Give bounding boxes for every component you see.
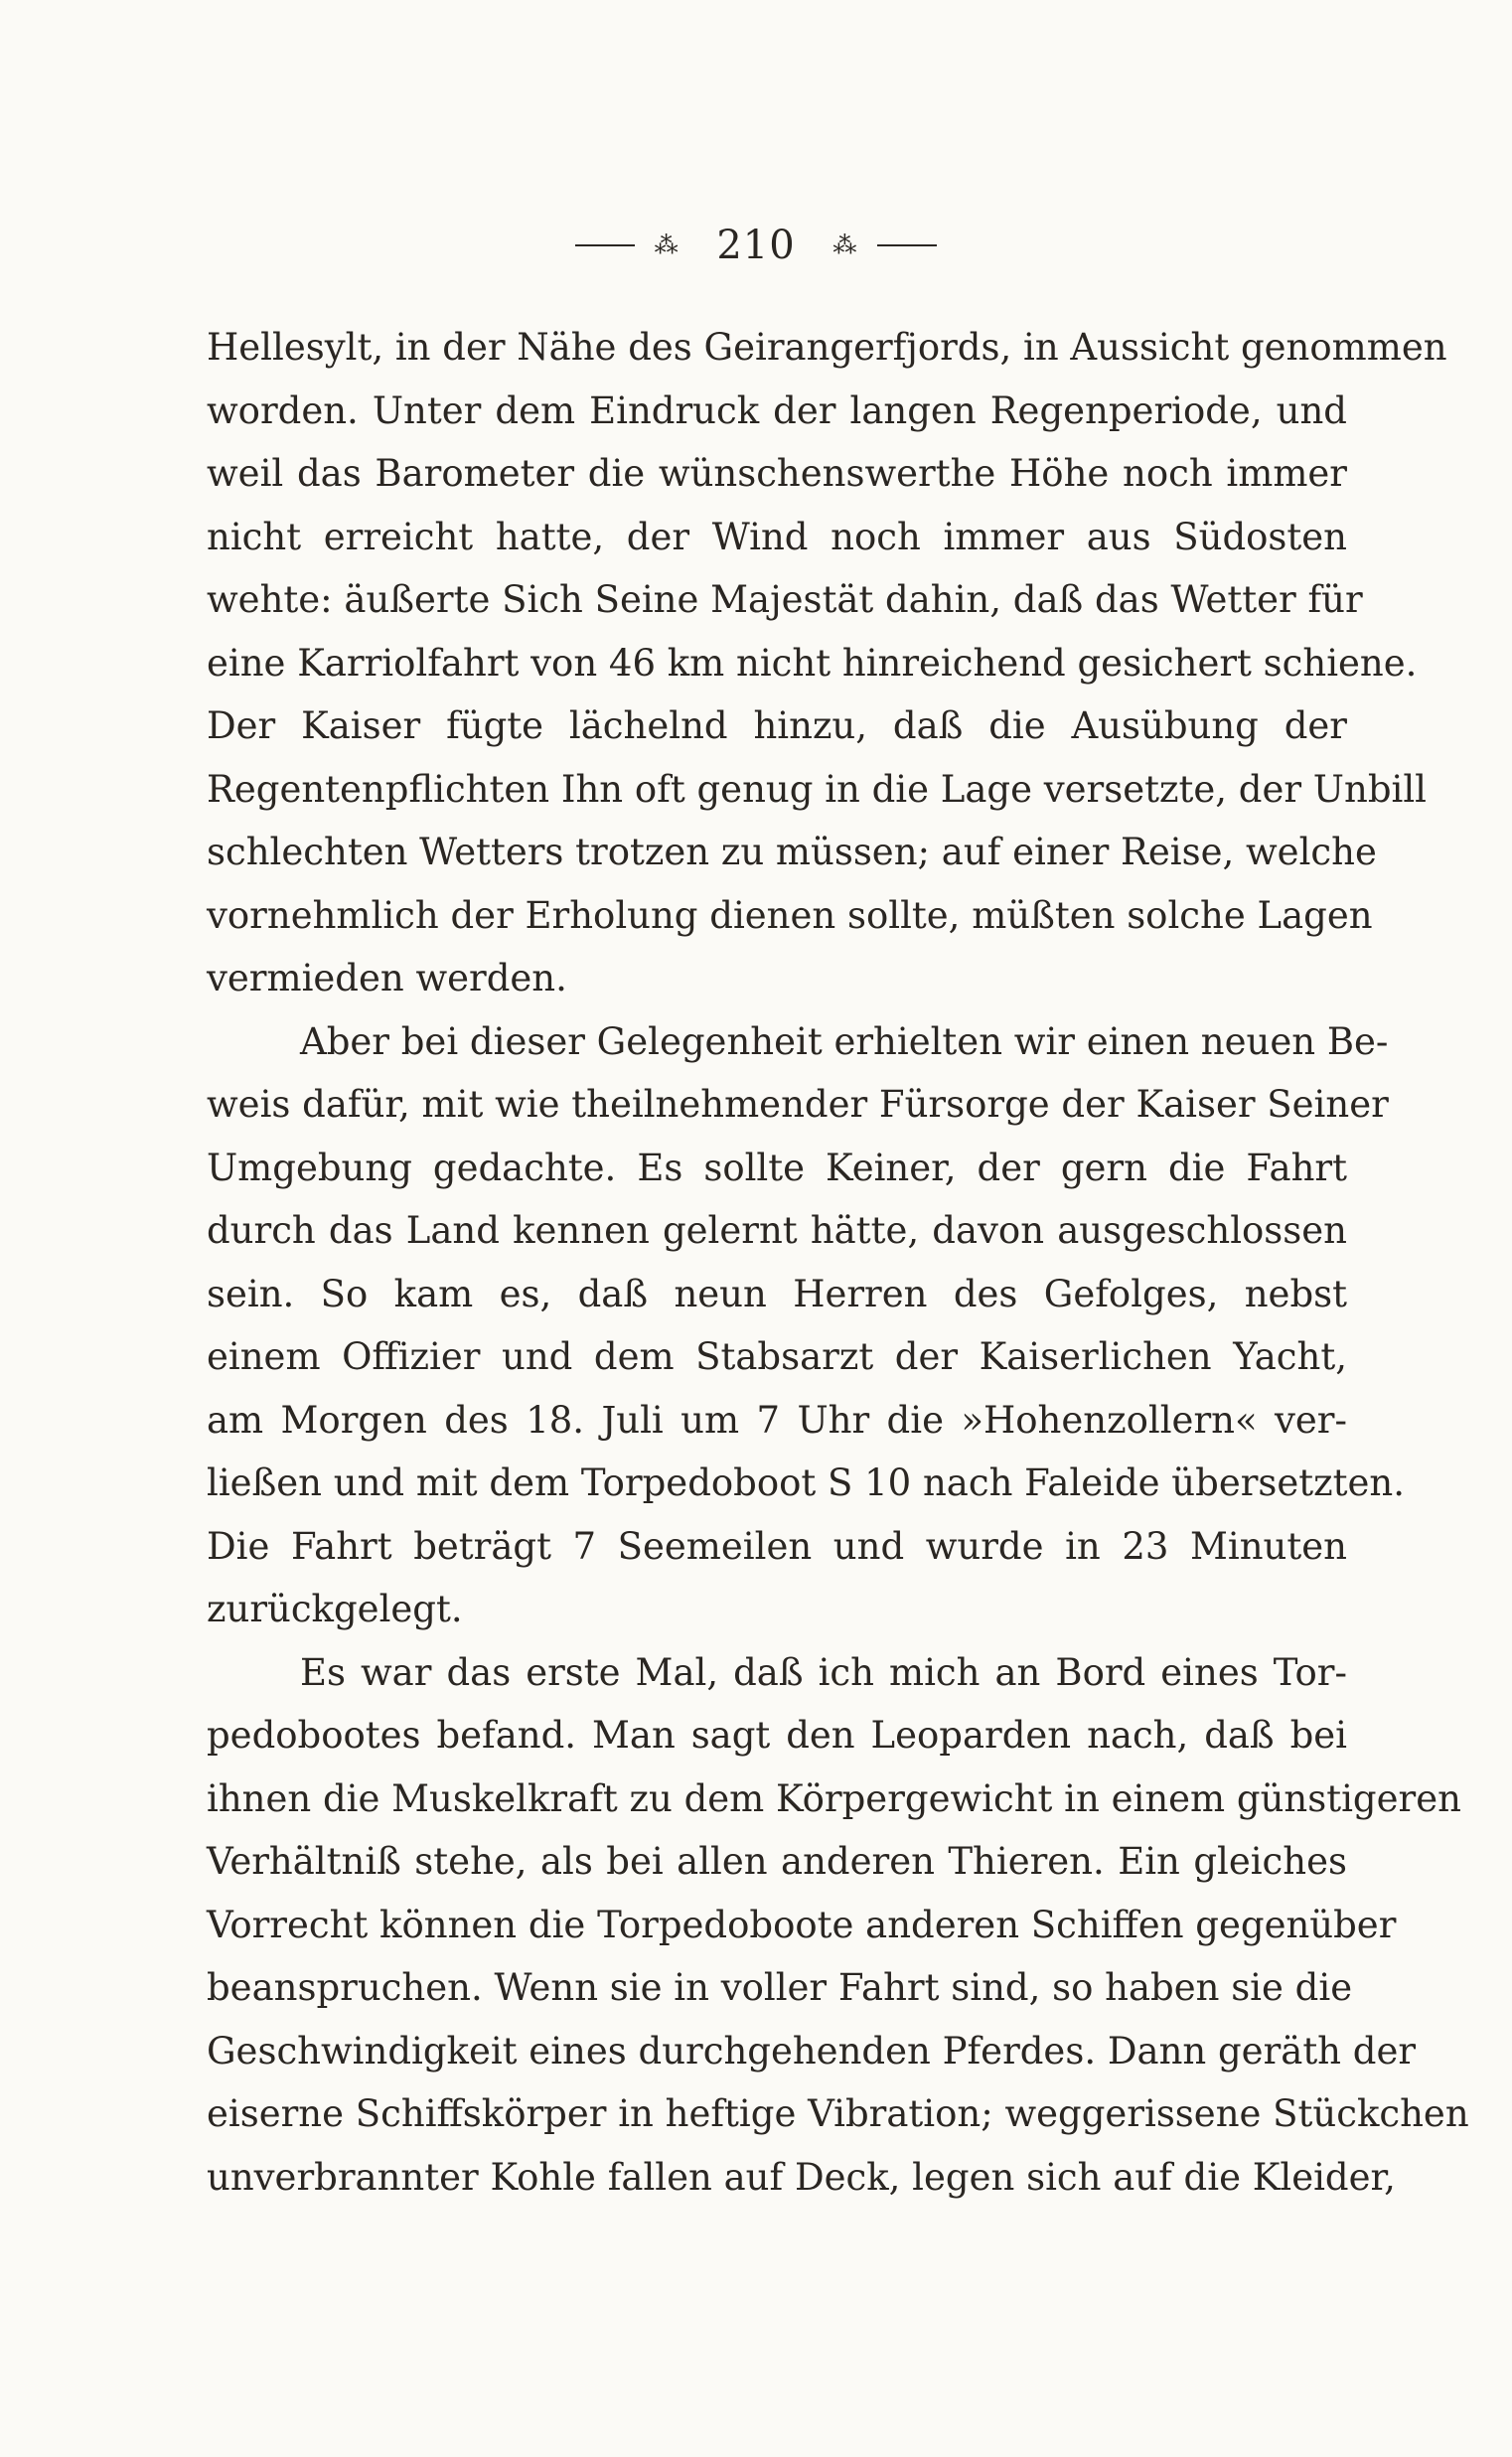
- text-line: einem Offizier und dem Stabsarzt der Kaiserlichen Yacht,: [207, 1335, 1347, 1378]
- text-line: sein. So kam es, daß neun Herren des Gefolges, nebst: [207, 1272, 1347, 1315]
- text-line: Die Fahrt beträgt 7 Seemeilen und wurde in 23 Minuten: [207, 1524, 1347, 1568]
- right-ornament-icon: ⁂: [832, 231, 858, 259]
- text-line: Verhältniß stehe, als bei allen anderen Thieren. Ein gleiches: [207, 1840, 1347, 1883]
- text-line: Aber bei dieser Gelegenheit erhielten wir einen neuen Be-: [300, 1019, 1389, 1063]
- text-line: durch das Land kennen gelernt hätte, davon ausgeschlossen: [207, 1209, 1347, 1252]
- left-ornament-icon: ⁂: [654, 231, 680, 259]
- text-line: eine Karriolfahrt von 46 km nicht hinreichend gesichert schiene.: [207, 641, 1418, 685]
- text-line: pedobootes befand. Man sagt den Leoparden nach, daß bei: [207, 1714, 1347, 1757]
- text-line: nicht erreicht hatte, der Wind noch immer aus Südosten: [207, 515, 1347, 558]
- text-line: zurückgelegt.: [207, 1588, 463, 1630]
- text-line: Geschwindigkeit eines durchgehenden Pferdes. Dann geräth der: [207, 2029, 1417, 2073]
- text-line: vermieden werden.: [207, 957, 567, 999]
- text-line: worden. Unter dem Eindruck der langen Regenperiode, und: [207, 388, 1347, 432]
- text-line: eiserne Schiffskörper in heftige Vibration; weggerissene Stückchen: [207, 2092, 1469, 2135]
- text-line: ließen und mit dem Torpedoboot S 10 nach Faleide übersetzten.: [207, 1461, 1406, 1504]
- text-line: Hellesylt, in der Nähe des Geirangerfjords, in Aussicht genommen: [207, 326, 1447, 369]
- text-line: weil das Barometer die wünschenswerthe Höhe noch immer: [207, 452, 1347, 495]
- text-line: ihnen die Muskelkraft zu dem Körpergewicht in einem günstigeren: [207, 1776, 1461, 1820]
- text-line: Es war das erste Mal, daß ich mich an Bord eines Tor-: [300, 1650, 1347, 1694]
- text-line: Der Kaiser fügte lächelnd hinzu, daß die Ausübung der: [207, 704, 1347, 747]
- text-line: Vorrecht können die Torpedoboote anderen Schiffen gegenüber: [207, 1903, 1397, 1946]
- text-line: am Morgen des 18. Juli um 7 Uhr die »Hohenzollern« ver-: [207, 1398, 1347, 1442]
- text-line: Umgebung gedachte. Es sollte Keiner, der gern die Fahrt: [207, 1146, 1347, 1189]
- text-line: wehte: äußerte Sich Seine Majestät dahin, daß das Wetter für: [207, 578, 1363, 621]
- page-header: [0, 217, 1512, 271]
- body-text: [207, 316, 1469, 2209]
- header-rule-right: [877, 244, 937, 246]
- text-line: weis dafür, mit wie theilnehmender Fürsorge der Kaiser Seiner: [207, 1083, 1389, 1126]
- text-line: schlechten Wetters trotzen zu müssen; auf einer Reise, welche: [207, 831, 1377, 873]
- page-number: 210: [716, 223, 796, 268]
- text-line: beanspruchen. Wenn sie in voller Fahrt sind, so haben sie die: [207, 1966, 1353, 2009]
- header-rule-left: [575, 244, 635, 246]
- text-line: Regentenpflichten Ihn oft genug in die Lage versetzte, der Unbill: [207, 767, 1428, 811]
- text-line: unverbrannter Kohle fallen auf Deck, legen sich auf die Kleider,: [207, 2155, 1396, 2199]
- text-line: vornehmlich der Erholung dienen sollte, müßten solche Lagen: [207, 893, 1373, 937]
